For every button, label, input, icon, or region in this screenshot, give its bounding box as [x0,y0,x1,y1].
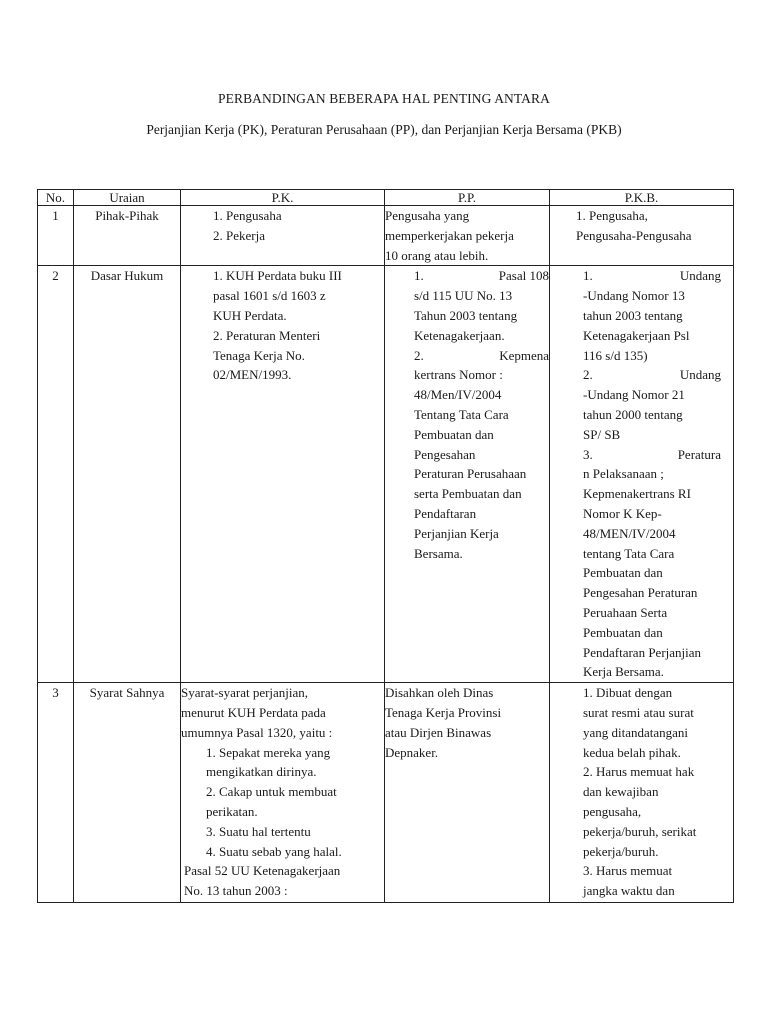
pkb-cell [550,683,734,903]
cell-line: mengikatkan dirinya. [206,764,317,780]
cell-line: tahun 2000 tentang [583,406,683,422]
cell-line: Pengusaha-Pengusaha [576,227,692,243]
header-uraian: Uraian [74,190,181,206]
cell-line: Pendaftaran Perjanjian [583,644,702,660]
cell-line: yang ditandatangani [583,724,689,740]
cell-line: Pengesahan Peraturan [583,585,698,601]
cell-line: -Undang Nomor 21 [583,387,685,403]
list-text: Undang [679,367,721,383]
cell-line: Kerja Bersama. [583,664,664,680]
cell-line: pekerja/buruh, serikat [583,823,697,839]
cell-line: Perjanjian Kerja [414,525,499,541]
cell-line: Tentang Tata Cara [414,406,509,422]
list-item: 1. Dibuat dengan [583,685,673,701]
cell-line: perikatan. [206,803,258,819]
cell-line: KUH Perdata. [213,307,287,323]
list-number: 2. [583,367,593,383]
cell-line: Kepmenakertrans RI [583,486,691,502]
cell-line: jangka waktu dan [583,883,675,899]
cell-line: Pengusaha yang [385,208,470,223]
cell-line: pasal 1601 s/d 1603 z [213,288,326,304]
pp-cell [385,683,550,903]
cell-line: Ketenagakerjaan. [414,327,505,343]
cell-line: Tenaga Kerja Provinsi [385,704,502,720]
cell-line: 10 orang atau lebih. [385,247,489,263]
list-number: 2. [414,347,424,363]
cell-line: atau Dirjen Binawas [385,724,492,740]
cell-line: Pasal 52 UU Ketenagakerjaan [184,863,341,879]
list-item: 3. Suatu hal tertentu [206,823,311,839]
cell-line: Bersama. [414,545,463,561]
list-item: 1. Sepakat mereka yang [206,744,331,760]
list-number: 1. [414,268,424,284]
list-item: 4. Suatu sebab yang halal. [206,843,342,859]
list-text: Kepmena [499,347,549,363]
document-title: PERBANDINGAN BEBERAPA HAL PENTING ANTARA [218,91,550,106]
list-text: Pasal 108 [498,268,549,284]
list-item: 1. Pengusaha, [576,208,648,223]
list-number: 3. [583,446,593,462]
list-text: Undang [679,268,721,284]
row-uraian: Dasar Hukum [74,266,181,683]
header-pp: P.P. [385,190,550,206]
list-item [414,346,549,366]
cell-line: dan kewajiban [583,784,659,800]
row-number: 2 [38,266,74,683]
cell-line: n Pelaksanaan ; [583,466,664,482]
list-item [583,445,721,465]
cell-line: Peruahaan Serta [583,604,668,620]
pk-cell [181,266,385,683]
pp-cell [385,266,550,683]
list-number: 1. [583,268,593,284]
list-item: 3. Harus memuat [583,863,673,879]
header-pkb: P.K.B. [550,190,734,206]
cell-line: Pendaftaran [414,505,477,521]
cell-line: Peraturan Perusahaan [414,466,527,482]
header-no: No. [38,190,74,206]
cell-line: 116 s/d 135) [583,347,648,363]
cell-line: menurut KUH Perdata pada [181,704,326,720]
list-item: 2. Cakap untuk membuat [206,784,337,800]
cell-line: Disahkan oleh Dinas [385,685,494,701]
row-number: 1 [38,206,74,266]
header-pk: P.K. [181,190,385,206]
pk-cell [181,683,385,903]
cell-line: Nomor K Kep- [583,505,662,521]
pp-cell [385,206,550,266]
cell-line: SP/ SB [583,426,621,442]
cell-line: kertrans Nomor : [414,367,503,383]
cell-line: tahun 2003 tentang [583,307,683,323]
cell-line: pekerja/buruh. [583,843,659,859]
cell-line: Depnaker. [385,744,439,760]
cell-line: Pembuatan dan [414,426,494,442]
document-subtitle: Perjanjian Kerja (PK), Peraturan Perusahaan (PP), dan Perjanjian Kerja Bersama (PKB) [146,122,622,137]
comparison-table [37,189,734,903]
pk-cell [181,206,385,266]
cell-line: Pembuatan dan [583,624,663,640]
cell-line: surat resmi atau surat [583,704,694,720]
cell-line: Tenaga Kerja No. [213,347,305,363]
cell-line: Syarat-syarat perjanjian, [181,685,309,701]
cell-line: Ketenagakerjaan Psl [583,327,690,343]
cell-line: memperkerjakan pekerja [385,227,514,243]
table-header-row [38,190,734,206]
list-item: 2. Harus memuat hak [583,764,695,780]
list-item: 2. Peraturan Menteri [213,327,321,343]
cell-line: 02/MEN/1993. [213,367,292,383]
table-row [38,206,734,266]
list-item: 2. Pekerja [213,227,265,243]
cell-line: serta Pembuatan dan [414,486,522,502]
list-item [583,365,721,385]
cell-line: 48/MEN/IV/2004 [583,525,676,541]
list-text: Peratura [677,446,721,462]
cell-line: -Undang Nomor 13 [583,288,685,304]
row-number: 3 [38,683,74,903]
cell-line: Pembuatan dan [583,565,663,581]
cell-line: pengusaha, [583,803,642,819]
list-item [414,266,549,286]
cell-line: tentang Tata Cara [583,545,675,561]
table-row [38,683,734,903]
cell-line: kedua belah pihak. [583,744,681,760]
row-uraian: Pihak-Pihak [74,206,181,266]
table-row [38,266,734,683]
cell-line: umumnya Pasal 1320, yaitu : [181,724,333,740]
cell-line: 48/Men/IV/2004 [414,387,502,403]
cell-line: Tahun 2003 tentang [414,307,518,323]
list-item [583,266,721,286]
list-item: 1. Pengusaha [213,208,282,223]
cell-line: No. 13 tahun 2003 : [184,883,288,899]
cell-line: Pengesahan [414,446,476,462]
pkb-cell [550,206,734,266]
list-item: 1. KUH Perdata buku III [213,268,342,284]
row-uraian: Syarat Sahnya [74,683,181,903]
pkb-cell [550,266,734,683]
cell-line: s/d 115 UU No. 13 [414,288,513,304]
